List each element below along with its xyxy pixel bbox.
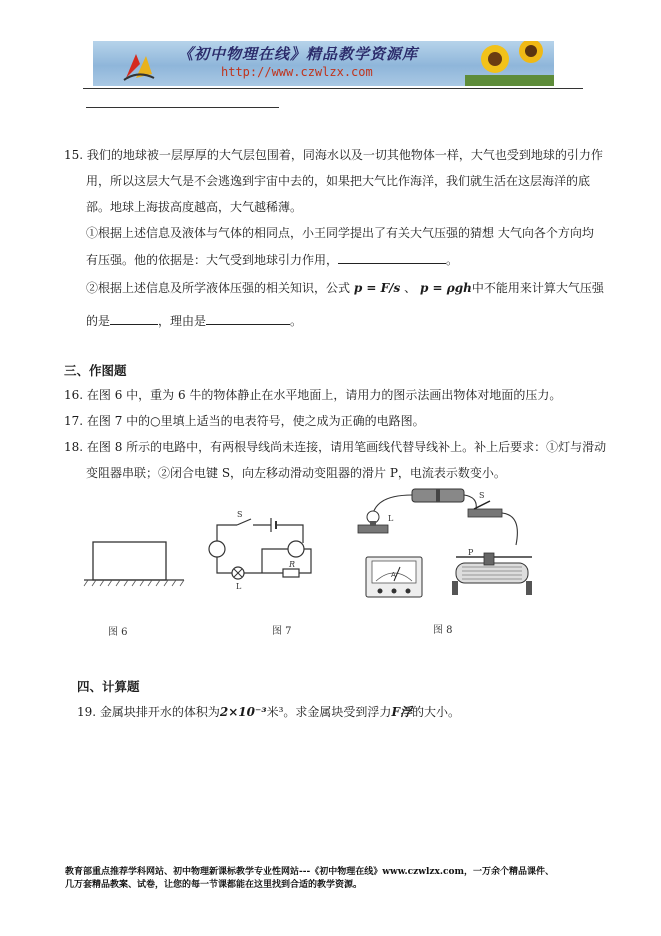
switch-label: S (237, 510, 243, 519)
q19-unit: 米³ (266, 705, 284, 719)
footer-line2: 几万套精品教案、试卷，让您的每一节课都能在这里找到合适的教学资源。 (65, 880, 363, 890)
formula-pressure-liquid: p = ρgh (419, 281, 472, 295)
site-logo-icon (118, 44, 158, 84)
fig8-lamp-label: L (388, 514, 394, 523)
q16-text: 16. 在图 6 中，重为 6 牛的物体静止在水平地面上，请用力的图示法画出物体对地面的压力。 (64, 388, 562, 402)
q15-line5 (86, 252, 458, 267)
sliding-rheostat (452, 553, 532, 595)
figure-8-caption: 图 8 (433, 625, 453, 636)
banner-title: 《初中物理在线》精品教学资源库 (178, 45, 419, 63)
block (93, 542, 166, 580)
sunflower-icon (465, 41, 554, 86)
q15-line6 (86, 281, 604, 295)
q19-volume: 2×10⁻³ (219, 705, 267, 719)
q18-line2: 变阻器串联；②闭合电键 S，向左移动滑动变阻器的滑片 P，电流表示数变小。 (86, 466, 506, 480)
section4-heading: 四、计算题 (77, 679, 140, 694)
q19-middle: 。求金属块受到浮力 (283, 705, 392, 719)
figure-8-apparatus (352, 485, 542, 605)
q15-line6-text: ②根据上述信息及所学液体压强的相关知识，公式 (86, 281, 351, 295)
q15-line2: 用，所以这层大气是不会逃逸到宇宙中去的，如果把大气比作海洋，我们就生活在这层海洋的底 (86, 174, 591, 188)
answer-blank-1[interactable] (338, 252, 446, 264)
q19-suffix: 的大小。 (411, 705, 460, 719)
switch-blade (237, 519, 251, 525)
q15-line4: ①根据上述信息及液体与气体的相同点，小王同学提出了有关大气压强的猜想 大气向各个方向均 (86, 226, 594, 240)
fig8-slider-label: P (468, 548, 474, 557)
header-rule (83, 88, 583, 89)
lamp-holder (358, 511, 388, 533)
formula-pressure-solid: p = F/s (353, 281, 401, 295)
q15-line5-end: 。 (446, 253, 459, 267)
battery-pack (412, 489, 464, 502)
q15-line6-sep: 、 (404, 281, 417, 295)
q15-line7 (86, 313, 302, 328)
fig8-switch-label: S (479, 491, 485, 500)
banner-url[interactable]: http://www.czwlzx.com (221, 65, 373, 79)
q19-prefix: 19. 金属块排开水的体积为 (77, 705, 220, 719)
ammeter-label: A (391, 571, 396, 579)
resistor-label: R (289, 560, 296, 569)
footer-line1: 教育部重点推荐学科网站、初中物理新课标教学专业性网站---《初中物理在线》www.czwlzx.com，一万余个精品课件、 (65, 867, 555, 877)
ground-hatch (84, 580, 184, 586)
ammeter (366, 557, 422, 597)
figure-6-diagram (82, 540, 202, 600)
q15-line5-text: 有压强。他的依据是：大气受到地球引力作用， (86, 253, 339, 267)
q18-line1: 18. 在图 8 所示的电路中，有两根导线尚未连接，请用笔画线代替导线补上。补上后要求：①灯与滑动 (64, 440, 607, 454)
q19-buoyancy-symbol: F浮 (391, 705, 412, 719)
figure-7-caption: 图 7 (272, 626, 292, 637)
lamp-label: L (236, 582, 242, 591)
q15-line7-end: 。 (290, 314, 303, 328)
header-banner (93, 41, 554, 86)
answer-blank-2[interactable] (110, 313, 158, 325)
switch-knife (468, 501, 502, 517)
q19-text (77, 705, 460, 719)
answer-blank-3[interactable] (206, 313, 290, 325)
q15-line1: 15. 我们的地球被一层厚厚的大气层包围着，同海水以及一切其他物体一样，大气也受到地球的引力作 (64, 148, 603, 162)
meter-slot-left[interactable] (209, 541, 225, 557)
q15-line6-end: 中不能用来计算大气压强 (471, 281, 604, 295)
q15-line7-text: 的是 (86, 314, 111, 328)
q15-line3: 部。地球上海拔高度越高，大气越稀薄。 (86, 200, 303, 214)
figure-7-circuit (207, 510, 317, 593)
figure-6-caption: 图 6 (108, 627, 128, 638)
divider-line (86, 107, 279, 108)
section3-heading: 三、作图题 (64, 363, 127, 378)
q17-text: 17. 在图 7 中的○里填上适当的电表符号，使之成为正确的电路图。 (64, 414, 425, 428)
resistor-symbol (283, 569, 299, 577)
q15-line7-reason: ，理由是 (158, 314, 207, 328)
meter-slot-right[interactable] (288, 541, 304, 557)
